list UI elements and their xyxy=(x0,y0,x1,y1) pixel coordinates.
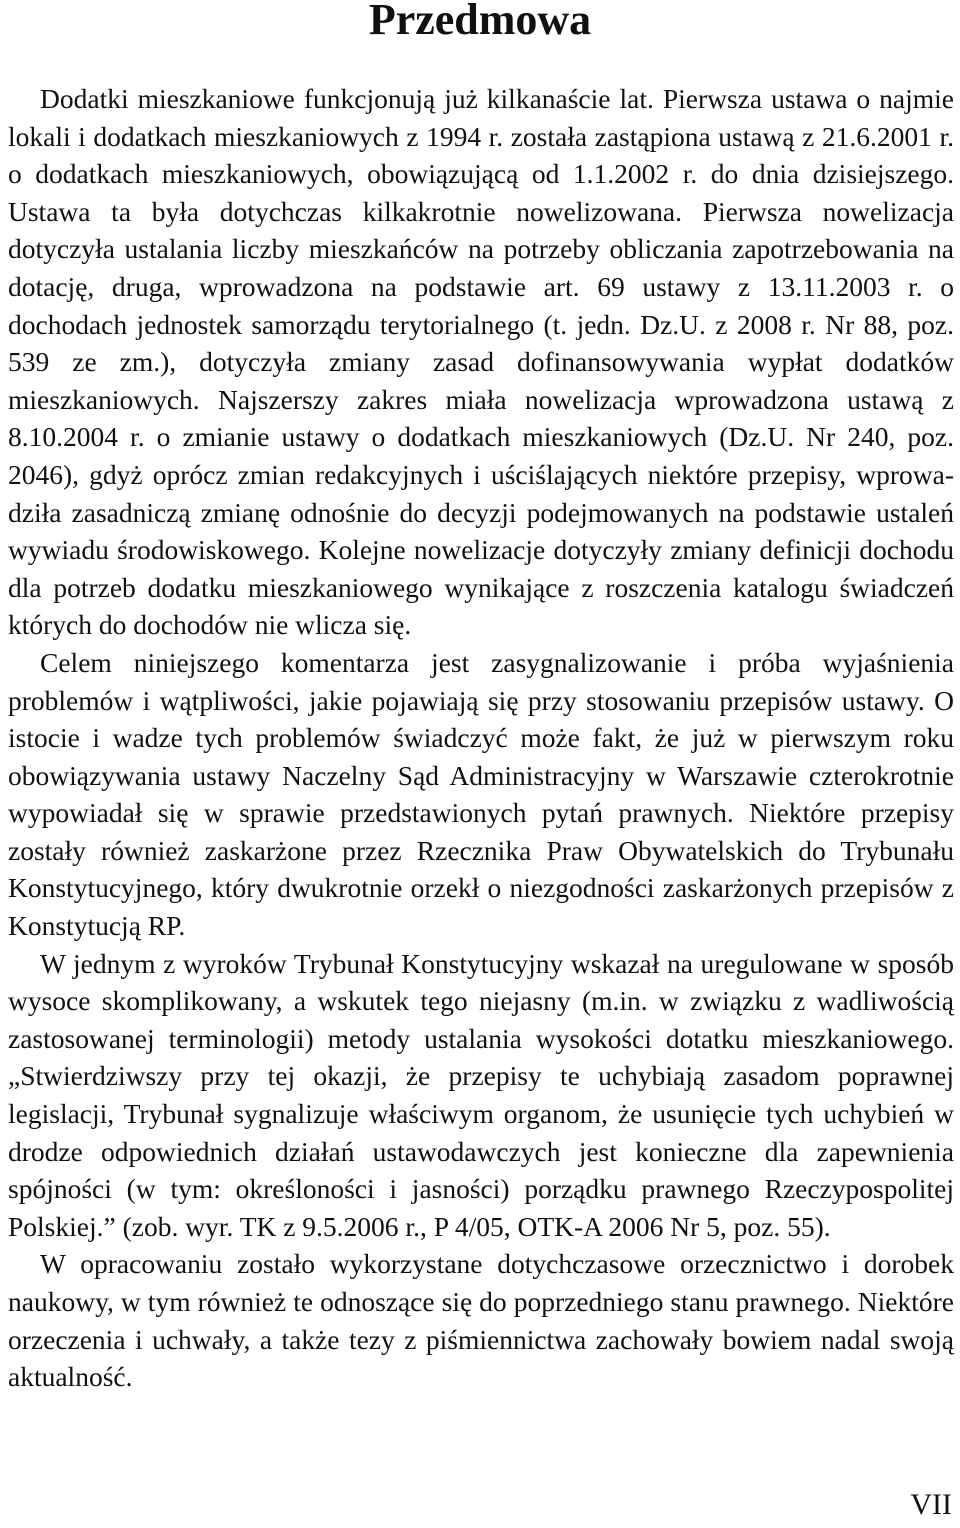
paragraph-1: Dodatki mieszkaniowe funkcjonują już kilkanaście lat. Pierwsza ustawa o najmie lokali i dodatkach mieszkaniowych z 1994 r. została zastąpiona ustawą z 21.6.2001 r. o dodatkach mieszkaniowych, obowiązującą od 1.1.2002 r. do dnia dzisiejszego. Ustawa ta była dotychczas kilkakrotnie nowelizowana. Pierwsza nowelizacja dotyczyła ustalania liczby mieszkańców na potrzeby obliczania zapotrzebowania na dotację, druga, wprowadzona na podstawie art. 69 ustawy z 13.11.2003 r. o dochodach jednostek samorządu terytorialnego (t. jedn. Dz.U. z 2008 r. Nr 88, poz. 539 ze zm.), dotyczyła zmiany zasad dofinansowywania wypłat dodatków mieszkaniowych. Najszerszy zakres miała nowelizacja wprowadzona ustawą z 8.10.2004 r. o zmianie ustawy o dodatkach mieszkaniowych (Dz.U. Nr 240, poz. 2046), gdyż oprócz zmian redakcyjnych i uściślających niektóre przepisy, wprowadziła zasadniczą zmianę odnośnie do decyzji podejmowanych na podstawie ustaleń wywiadu środowiskowego. Kolejne nowelizacje dotyczyły zmiany definicji dochodu dla potrzeb dodatku mieszkaniowego wynikające z roszczenia katalogu świadczeń których do dochodów nie wlicza się. xyxy=(8,83,954,641)
page-title: Przedmowa xyxy=(368,0,592,44)
paragraph-3: W jednym z wyroków Trybunał Konstytucyjny wskazał na uregulowane w sposób wysoce skomplikowany, a wskutek tego niejasny (m.in. w związku z wadliwością zastosowanej terminologii) metody ustalania wysokości dotatku mieszkaniowego. „Stwierdziwszy przy tej okazji, że przepisy te uchybiają zasadom poprawnej legislacji, Trybunał sygnalizuje właściwym organom, że usunięcie tych uchybień w drodze odpowiednich działań ustawodawczych jest konieczne dla zapewnienia spójności (w tym: określoności i jasności) porządku prawnego Rzeczypospolitej Polskiej.” (zob. wyr. TK z 9.5.2006 r., P 4/05, OTK-A 2006 Nr 5, poz. 55). xyxy=(8,947,954,1242)
paragraph-2: Celem niniejszego komentarza jest zasygnalizowanie i próba wyjaśnienia problemów i wątpliwości, jakie pojawiają się przy stosowaniu przepisów ustawy. O istocie i wadze tych problemów świadczyć może fakt, że już w pierwszym roku obowiązywania ustawy Naczelny Sąd Administracyjny w Warszawie czterokrotnie wypowiadał się w sprawie przedstawionych pytań prawnych. Niektóre przepisy zostały również zaskarżone przez Rzecznika Praw Obywatelskich do Trybunału Konstytucyjnego, który dwukrotnie orzekł o niezgodności zaskarżonych przepisów z Konstytucją RP. xyxy=(8,646,954,942)
paragraph-4: W opracowaniu zostało wykorzystane dotychczasowe orzecznictwo i dorobek naukowy, w tym również te odnoszące się do poprzedniego stanu prawnego. Niektóre orzeczenia i uchwały, a także tezy z piśmiennictwa zachowały bowiem nadal swoją aktualność. xyxy=(8,1248,954,1393)
body-text xyxy=(8,80,954,1396)
page-number: VII xyxy=(910,1488,952,1521)
